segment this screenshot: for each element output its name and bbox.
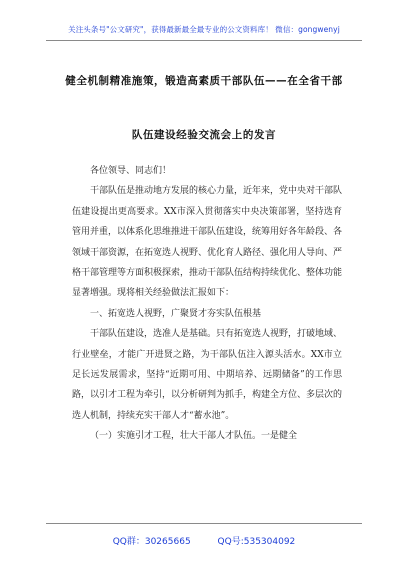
paragraph: 干部队伍是推动地方发展的核心力量，近年来，党中央对干部队伍建设提出更高要求。XX市深入贯彻落实中央决策部署，坚持选育管用并重，以体系化思维推进干部队伍建设，统筹用好各年龄段、各领域干部资源，在拓宽选人视野、优化育人路径、强化用人导向、严格干部管理等方面积极探索，推动干部队伍结构持续优化、整体功能显著增强。现将相关经验做法汇报如下： <box>72 186 343 299</box>
header-divider <box>46 40 362 41</box>
paragraph: （一）实施引才工程，壮大干部人才队伍。一是健全 <box>90 431 298 442</box>
footer-divider <box>46 523 362 524</box>
document-title-line-2: 队伍建设经验交流会上的发言 <box>131 129 277 141</box>
salutation: 各位领导、同志们！ <box>90 166 172 176</box>
page-header <box>0 0 408 40</box>
document-title-line-1: 健全机制精准施策，锻造高素质干部队伍——在全省干部 <box>65 75 343 87</box>
footer-qq-number: QQ号:535304092 <box>217 537 296 547</box>
page-footer <box>0 534 408 547</box>
section-heading: 一、拓宽选人视野，广聚贤才夯实队伍根基 <box>90 308 262 319</box>
header-notice: 关注头条号"公文研究"，获得最新最全最专业的公文资料库！ 微信：gongwenyj <box>68 25 340 34</box>
paragraph: 干部队伍建设，选准人是基础。只有拓宽选人视野，打破地域、行业壁垒，才能广开进贤之路，为干部队伍注入源头活水。XX市立足长远发展需求，坚持“近期可用、中期培养、远期储备”的工作思路，以引才工程为牵引，以分析研判为抓手，构建全方位、多层次的选人机制，持续充实干部人才“蓄水池”。 <box>72 329 343 421</box>
document-body <box>72 161 342 447</box>
footer-qq-group: QQ群：30265665 <box>112 537 191 547</box>
